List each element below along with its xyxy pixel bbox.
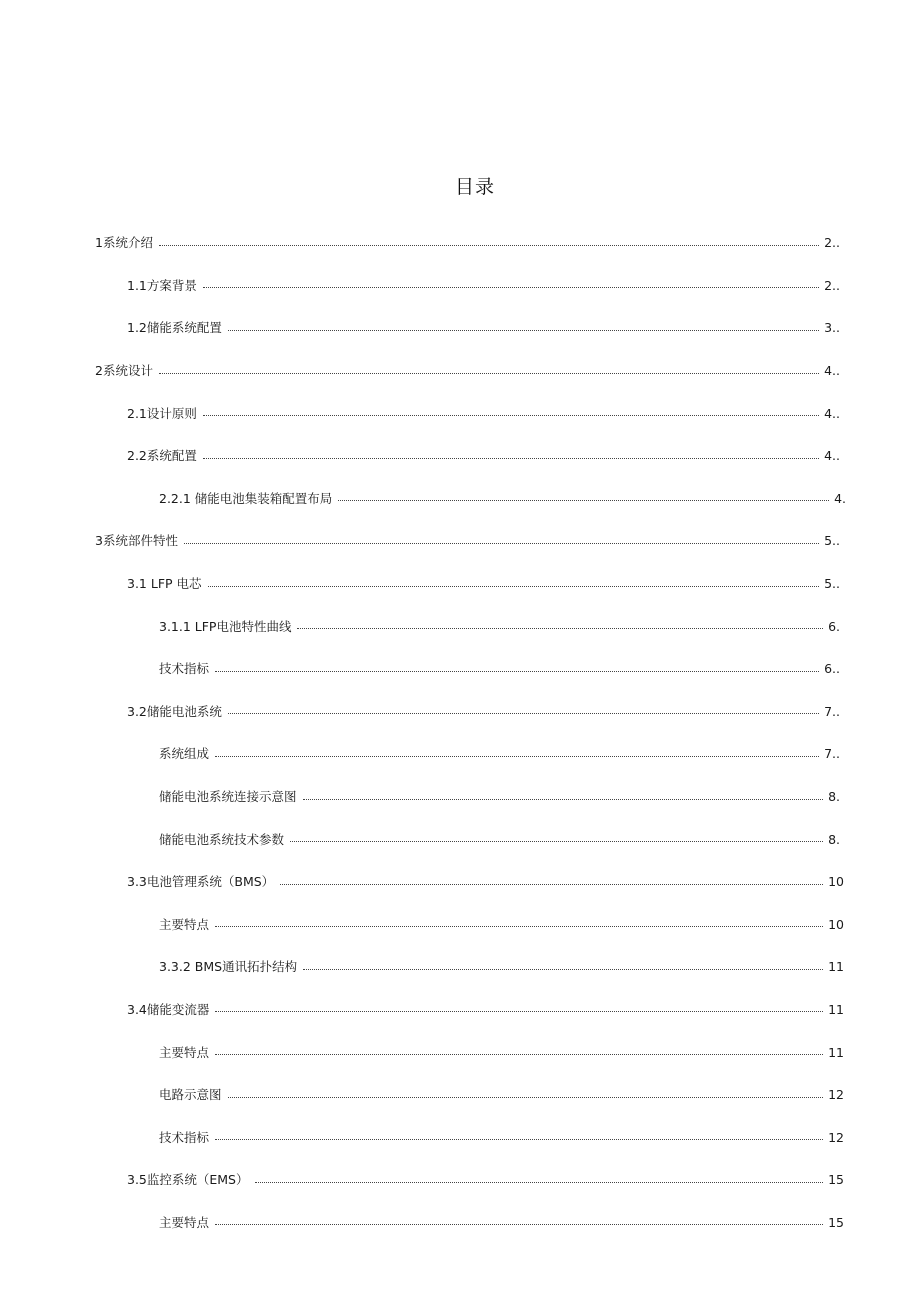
toc-entry-pcs-features[interactable] xyxy=(0,1031,920,1074)
dot-leader xyxy=(215,746,819,757)
toc-list xyxy=(0,222,920,1244)
toc-entry-label: 主要特点 xyxy=(159,1044,210,1060)
toc-entry-label: 3.1 LFP 电芯 xyxy=(127,576,202,592)
toc-entry-connection-diagram[interactable] xyxy=(0,776,920,819)
toc-entry-page: 2.. xyxy=(824,277,840,293)
toc-entry-page: 5.. xyxy=(824,533,840,549)
dot-leader xyxy=(203,405,819,416)
dot-leader xyxy=(303,789,824,800)
dot-leader xyxy=(255,1172,824,1183)
toc-entry-label: 技术指标 xyxy=(159,661,210,677)
toc-entry-page: 6. xyxy=(828,618,840,634)
toc-entry-label: 储能电池系统技术参数 xyxy=(159,831,285,847)
toc-entry-page: 6.. xyxy=(824,661,840,677)
toc-entry-label: 3.2储能电池系统 xyxy=(127,703,222,719)
toc-entry-3-1[interactable] xyxy=(0,563,920,606)
toc-entry-page: 12 xyxy=(828,1087,844,1103)
toc-entry-page: 11 xyxy=(828,959,844,975)
toc-entry-2-2[interactable] xyxy=(0,435,920,478)
toc-entry-label: 3.1.1 LFP电池特性曲线 xyxy=(159,618,292,634)
toc-entry-page: 5.. xyxy=(824,576,840,592)
toc-entry-page: 11 xyxy=(828,1001,844,1017)
toc-entry-3-4[interactable] xyxy=(0,989,920,1032)
toc-entry-label: 3.3.2 BMS通讯拓扑结构 xyxy=(159,959,298,975)
toc-title: 目录 xyxy=(454,176,495,198)
toc-entry-page: 7.. xyxy=(824,746,840,762)
toc-entry-label: 3系统部件特性 xyxy=(95,533,178,549)
toc-entry-page: 4. xyxy=(834,490,846,506)
toc-entry-label: 1.2储能系统配置 xyxy=(127,320,222,336)
toc-entry-label: 主要特点 xyxy=(159,916,210,932)
toc-entry-page: 8. xyxy=(828,831,840,847)
dot-leader xyxy=(215,1214,823,1225)
toc-entry-page: 4.. xyxy=(824,363,840,379)
toc-entry-label: 技术指标 xyxy=(159,1129,210,1145)
toc-entry-2-1[interactable] xyxy=(0,392,920,435)
toc-entry-tech-specs[interactable] xyxy=(0,648,920,691)
dot-leader xyxy=(159,363,819,374)
toc-entry-label: 电路示意图 xyxy=(159,1087,222,1103)
toc-entry-page: 4.. xyxy=(824,448,840,464)
toc-entry-label: 储能电池系统连接示意图 xyxy=(159,789,297,805)
toc-entry-label: 3.3电池管理系统（BMS） xyxy=(127,874,275,890)
toc-entry-page: 15 xyxy=(828,1172,844,1188)
toc-entry-label: 2.1设计原则 xyxy=(127,405,197,421)
toc-entry-label: 3.4储能变流器 xyxy=(127,1001,210,1017)
dot-leader xyxy=(297,618,823,629)
toc-entry-page: 15 xyxy=(828,1214,844,1230)
toc-entry-circuit-diagram[interactable] xyxy=(0,1074,920,1117)
toc-entry-pcs-tech-specs[interactable] xyxy=(0,1116,920,1159)
dot-leader xyxy=(228,1087,824,1098)
toc-entry-1[interactable] xyxy=(0,222,920,265)
toc-entry-page: 10 xyxy=(828,916,844,932)
toc-entry-page: 8. xyxy=(828,789,840,805)
toc-entry-ems-features[interactable] xyxy=(0,1202,920,1245)
dot-leader xyxy=(159,235,819,246)
toc-entry-3-3[interactable] xyxy=(0,861,920,904)
toc-entry-label: 2系统设计 xyxy=(95,363,153,379)
toc-entry-label: 1.1方案背景 xyxy=(127,277,197,293)
toc-entry-label: 2.2.1 储能电池集装箱配置布局 xyxy=(159,490,333,506)
toc-entry-page: 12 xyxy=(828,1129,844,1145)
toc-entry-1-2[interactable] xyxy=(0,307,920,350)
toc-entry-page: 3.. xyxy=(824,320,840,336)
dot-leader xyxy=(228,703,819,714)
toc-entry-1-1[interactable] xyxy=(0,265,920,308)
toc-entry-system-composition[interactable] xyxy=(0,733,920,776)
dot-leader xyxy=(215,916,823,927)
toc-entry-3-5[interactable] xyxy=(0,1159,920,1202)
dot-leader xyxy=(338,490,829,501)
toc-entry-bms-features[interactable] xyxy=(0,904,920,947)
toc-entry-page: 11 xyxy=(828,1044,844,1060)
dot-leader xyxy=(303,959,823,970)
toc-entry-label: 主要特点 xyxy=(159,1214,210,1230)
toc-entry-battery-tech-params[interactable] xyxy=(0,818,920,861)
dot-leader xyxy=(208,576,820,587)
toc-entry-2-2-1[interactable] xyxy=(0,478,920,521)
toc-entry-3-2[interactable] xyxy=(0,691,920,734)
dot-leader xyxy=(280,874,823,885)
dot-leader xyxy=(215,1129,823,1140)
dot-leader xyxy=(215,1044,823,1055)
dot-leader xyxy=(290,831,823,842)
toc-entry-label: 1系统介绍 xyxy=(95,235,153,251)
dot-leader xyxy=(203,448,819,459)
toc-entry-page: 7.. xyxy=(824,703,840,719)
toc-entry-page: 2.. xyxy=(824,235,840,251)
toc-entry-label: 2.2系统配置 xyxy=(127,448,197,464)
toc-entry-page: 4.. xyxy=(824,405,840,421)
dot-leader xyxy=(228,320,819,331)
toc-entry-3-3-2[interactable] xyxy=(0,946,920,989)
toc-entry-3-1-1[interactable] xyxy=(0,605,920,648)
dot-leader xyxy=(184,533,819,544)
toc-entry-label: 系统组成 xyxy=(159,746,210,762)
toc-entry-label: 3.5监控系统（EMS） xyxy=(127,1172,249,1188)
dot-leader xyxy=(215,1001,823,1012)
dot-leader xyxy=(215,661,819,672)
toc-entry-3[interactable] xyxy=(0,520,920,563)
toc-entry-2[interactable] xyxy=(0,350,920,393)
dot-leader xyxy=(203,277,819,288)
toc-entry-page: 10 xyxy=(828,874,844,890)
